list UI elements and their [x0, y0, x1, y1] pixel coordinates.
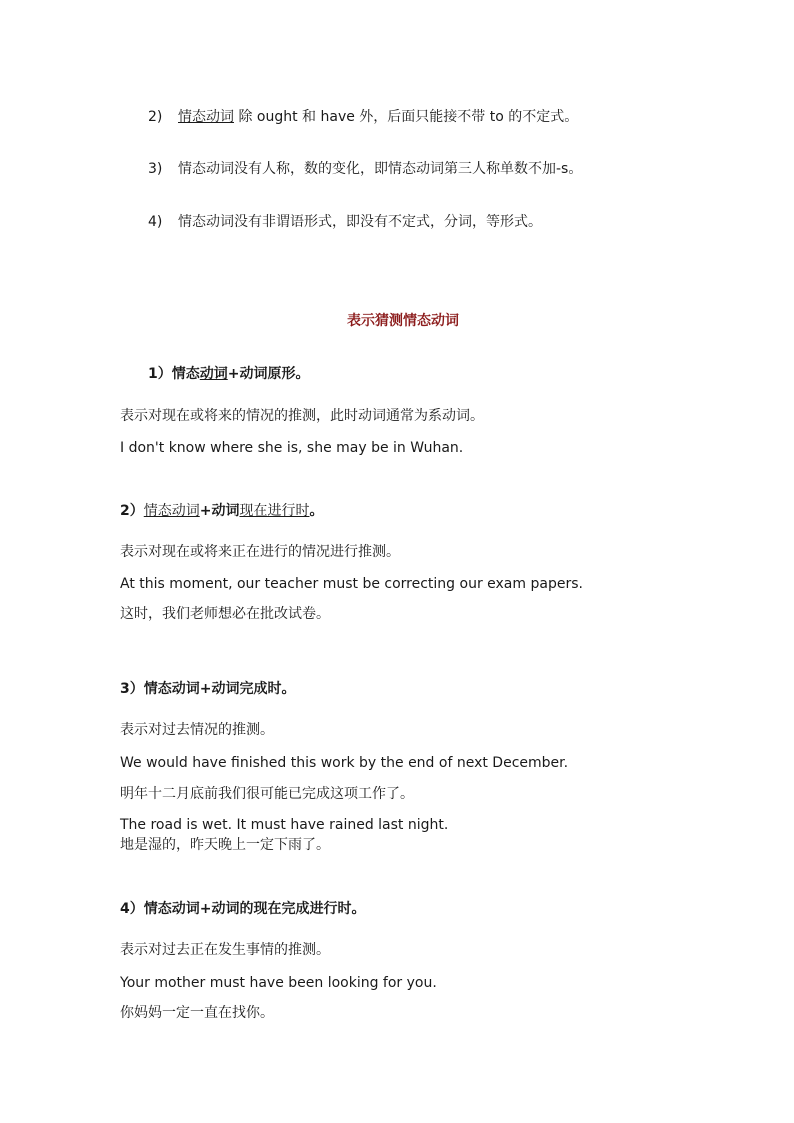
section-4-description: 表示对过去正在发生事情的推测。	[120, 942, 330, 958]
heading-number: 1）	[148, 366, 172, 382]
section-2-heading	[120, 502, 323, 520]
section-1-example-en: I don't know where she is, she may be in Wuhan.	[120, 440, 464, 456]
rule-number: 3)	[148, 161, 163, 177]
rule-3	[148, 160, 582, 178]
section-1-heading	[148, 365, 309, 383]
heading-part: +动词原形。	[227, 366, 310, 382]
section-3-example-zh: 明年十二月底前我们很可能已完成这项工作了。	[120, 786, 414, 802]
section-1-description: 表示对现在或将来的情况的推测，此时动词通常为系动词。	[120, 408, 484, 424]
rule-term: 情态动词	[178, 109, 234, 125]
section-3-description: 表示对过去情况的推测。	[120, 722, 274, 738]
section-2-description: 表示对现在或将来正在进行的情况进行推测。	[120, 544, 400, 560]
heading-underlined: 动词	[199, 366, 228, 382]
rule-text: 情态动词没有人称，数的变化，即情态动词第三人称单数不加-s。	[178, 161, 583, 177]
section-4-heading: 4）情态动词+动词的现在完成进行时。	[120, 901, 366, 917]
section-3-example-en: We would have finished this work by the end of next December.	[120, 755, 569, 771]
rule-4	[148, 213, 542, 231]
rule-text: 除 ought 和 have 外，后面只能接不带 to 的不定式。	[234, 109, 579, 125]
section-3-heading: 3）情态动词+动词完成时。	[120, 681, 296, 697]
section-2-example-zh: 这时，我们老师想必在批改试卷。	[120, 606, 330, 622]
rule-text: 情态动词没有非谓语形式，即没有不定式，分词，等形式。	[178, 214, 542, 230]
section-2-example-en: At this moment, our teacher must be correcting our exam papers.	[120, 576, 583, 592]
heading-number: 2）	[120, 503, 144, 519]
rule-number: 4)	[148, 214, 163, 230]
heading-part: 情态	[171, 366, 200, 382]
section-3-example2-en: The road is wet. It must have rained last night.	[120, 817, 449, 833]
heading-part: +动词	[199, 503, 240, 519]
rule-2	[148, 108, 578, 126]
rule-number: 2)	[148, 109, 163, 125]
heading-underlined: 现在进行时	[239, 503, 310, 519]
section-3-example2-zh: 地是湿的，昨天晚上一定下雨了。	[120, 837, 330, 853]
heading-part: 。	[309, 503, 324, 519]
section-4-example-zh: 你妈妈一定一直在找你。	[120, 1005, 274, 1021]
section-title: 表示猜测情态动词	[347, 313, 459, 329]
heading-underlined: 情态动词	[143, 503, 200, 519]
section-4-example-en: Your mother must have been looking for you.	[120, 975, 437, 991]
